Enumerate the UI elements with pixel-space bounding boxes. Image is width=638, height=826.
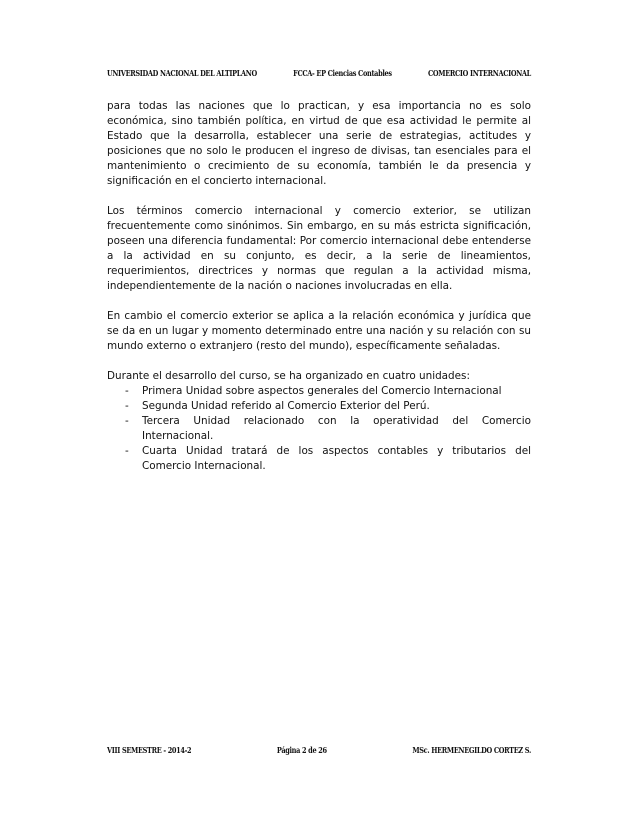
paragraph-3: En cambio el comercio exterior se aplica a la relación económica y jurídica que se da en un lugar y momento determinado entre una nación y su relación con su mundo externo o extranjero (resto del mundo), específicamente señaladas. [107,310,531,352]
footer-semester: VIII SEMESTRE - 2014-2 [107,745,192,755]
header-university: UNIVERSIDAD NACIONAL DEL ALTIPLANO [107,68,257,78]
paragraph-1: para todas las naciones que lo practican, y esa importancia no es solo económica, sino también política, en virtud de que esa actividad le permite al Estado que la desarrolla, establecer una serie de estrategias, actitudes y posiciones que no solo le producen el ingreso de divisas, tan esenciales para el mantenimiento o crecimiento de su economía, también le da presencia y significación en el concierto internacional. [107,100,531,187]
bullet-dash: - [125,415,129,427]
list-item [107,384,531,399]
header-course: COMERCIO INTERNACIONAL [428,68,531,78]
units-list [107,384,531,474]
unit-text: Segunda Unidad referido al Comercio Exterior del Perú. [142,400,430,412]
header-faculty: FCCA- EP Ciencias Contables [293,68,392,78]
footer-author: MSc. HERMENEGILDO CORTEZ S. [412,745,531,755]
footer-page-number: Página 2 de 26 [276,745,327,755]
document-body [107,99,531,474]
paragraph-2: Los términos comercio internacional y comercio exterior, se utilizan frecuentemente como sinónimos. Sin embargo, en su más estricta significación, poseen una diferencia fundamental: Por comercio internacional debe entenderse a la actividad en su conjunto, es decir, a la serie de lineamientos, requerimientos, directrices y normas que regulan a la actividad misma, independientemente de la nación o naciones involucradas en ella. [107,205,531,292]
bullet-dash: - [125,400,129,412]
unit-text: Primera Unidad sobre aspectos generales del Comercio Internacional [142,385,502,397]
unit-text: Cuarta Unidad tratará de los aspectos contables y tributarios del Comercio Internacional. [142,445,531,472]
page-header [107,68,531,78]
list-item [107,414,531,444]
bullet-dash: - [125,445,129,457]
list-item [107,399,531,414]
list-item [107,444,531,474]
units-intro: Durante el desarrollo del curso, se ha organizado en cuatro unidades: [107,370,470,382]
unit-text: Tercera Unidad relacionado con la operatividad del Comercio Internacional. [142,415,531,442]
page-footer [107,745,531,755]
bullet-dash: - [125,385,129,397]
